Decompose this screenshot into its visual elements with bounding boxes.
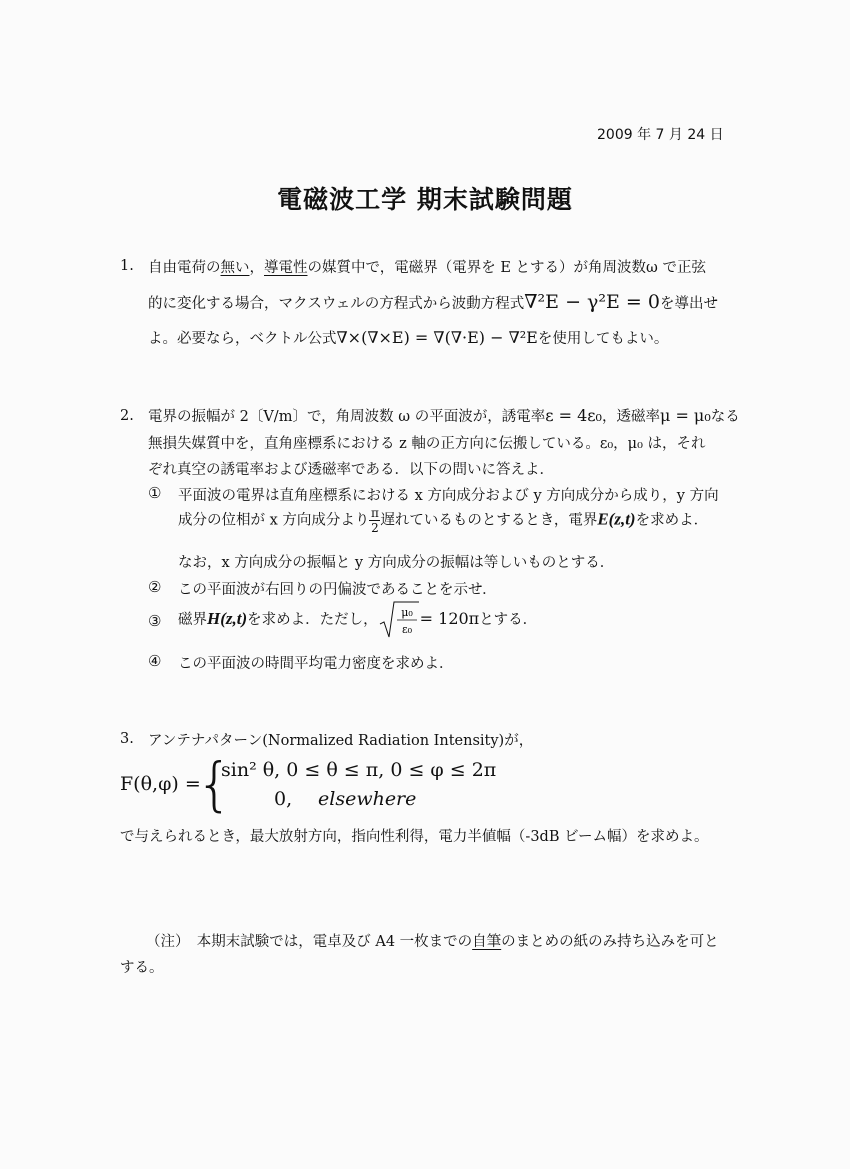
- sqrt-denominator: ε₀: [401, 623, 412, 636]
- magnetic-field-symbol: H(z,t): [207, 609, 248, 628]
- q3-line-1: アンテナパターン(Normalized Radiation Intensity)が，: [148, 733, 534, 749]
- note-line-2: する。: [120, 960, 164, 976]
- q2-sub1-text: 成分の位相が x 方向成分より: [178, 512, 370, 529]
- q1-line-2: [148, 291, 718, 313]
- q2-sub4-mark: ④: [148, 652, 162, 670]
- wave-equation: ∇²E − γ²E = 0: [524, 291, 660, 313]
- cases-brace: {: [196, 750, 233, 818]
- q1-text: の媒質中で，電磁界（電界を E とする）が角周波数ω で正弦: [307, 260, 706, 276]
- q1-line-3: [148, 327, 668, 348]
- q1-number: 1.: [120, 258, 134, 274]
- pattern-case-2-value: 0,: [274, 788, 293, 810]
- pattern-case-1: sin² θ, 0 ≤ θ ≤ π, 0 ≤ φ ≤ 2π: [221, 759, 497, 781]
- exam-date: 2009 年 7 月 24 日: [597, 127, 724, 143]
- impedance-value: = 120π: [419, 609, 480, 628]
- q2-sub1-line-1: 平面波の電界は直角座標系における x 方向成分および y 方向成分から成り，y 方向: [178, 488, 719, 504]
- q1-text: を使用してもよい。: [537, 331, 669, 347]
- q2-sub2-mark: ②: [148, 578, 162, 596]
- q2-number: 2.: [120, 408, 134, 424]
- pattern-case-2-condition: elsewhere: [318, 788, 417, 810]
- note-line-1: [146, 930, 719, 951]
- q2-text: 電界の振幅が 2〔V/m〕で，角周波数 ω の平面波が，誘電率: [148, 409, 546, 425]
- q2-sub1-line-3: なお，x 方向成分の振幅と y 方向成分の振幅は等しいものとする．: [178, 555, 615, 571]
- pi-over-2-fraction: [369, 507, 380, 534]
- fraction-denominator: 2: [371, 521, 379, 535]
- q3-number: 3.: [120, 731, 134, 747]
- q1-underlined-word: 導電性: [264, 260, 308, 276]
- q1-text: 自由電荷の: [148, 260, 221, 276]
- q2-sub1-line-2: [178, 507, 708, 534]
- q1-line-1: [148, 256, 706, 277]
- note-text: のまとめの紙のみ持ち込みを可と: [501, 934, 719, 950]
- q2-text: なる: [710, 409, 740, 425]
- q2-sub3-text-part: 磁界: [178, 612, 207, 628]
- permeability-eq: μ = μ₀: [659, 406, 711, 425]
- permittivity-eq: ε = 4ε₀: [545, 406, 602, 425]
- q2-sub3-text-part: とする．: [479, 612, 538, 628]
- q2-sub2-text: この平面波が右回りの円偏波であることを示せ．: [178, 582, 497, 598]
- electric-field-symbol: E(z,t): [597, 509, 636, 529]
- q2-sub1-text: を求めよ．: [635, 512, 709, 529]
- q1-text: よ。必要なら，ベクトル公式: [148, 331, 337, 347]
- note-text: （注） 本期末試験では，電卓及び A4 一枚までの: [146, 934, 473, 950]
- q2-sub3-text-part: を求めよ．ただし，: [247, 612, 378, 628]
- q2-line-3: ぞれ真空の誘電率および透磁率である．以下の問いに答えよ．: [148, 462, 554, 478]
- q2-line-1: [148, 405, 740, 426]
- vector-identity: ∇×(∇×E) = ∇(∇·E) − ∇²E: [336, 328, 538, 347]
- q2-sub1-text: 遅れているものとするとき，電界: [380, 512, 598, 529]
- q1-text: ，: [249, 260, 264, 276]
- note-underlined-word: 自筆: [472, 934, 502, 950]
- page-title: 電磁波工学 期末試験問題: [277, 185, 573, 214]
- sqrt-numerator: μ₀: [400, 606, 413, 619]
- sqrt-mu-over-eps: [378, 600, 420, 640]
- q1-text: を導出せ: [659, 296, 718, 312]
- q2-line-2: 無損失媒質中を，直角座標系における z 軸の正方向に伝搬している。ε₀，μ₀ は，それ: [148, 436, 706, 452]
- q1-underlined-word: 無い: [220, 260, 250, 276]
- q3-line-2: で与えられるとき，最大放射方向，指向性利得，電力半値幅（-3dB ビーム幅）を求めよ。: [120, 829, 709, 845]
- q2-sub3-mark: ③: [148, 612, 162, 630]
- q2-sub3-text: [178, 600, 537, 640]
- fraction-numerator: π: [370, 506, 379, 520]
- pattern-function-lhs: F(θ,φ) =: [120, 773, 201, 795]
- q2-sub1-mark: ①: [148, 484, 162, 502]
- q2-text: ，透磁率: [601, 409, 660, 425]
- q2-sub4-text: この平面波の時間平均電力密度を求めよ．: [178, 656, 454, 672]
- q1-text: 的に変化する場合，マクスウェルの方程式から波動方程式: [148, 296, 525, 312]
